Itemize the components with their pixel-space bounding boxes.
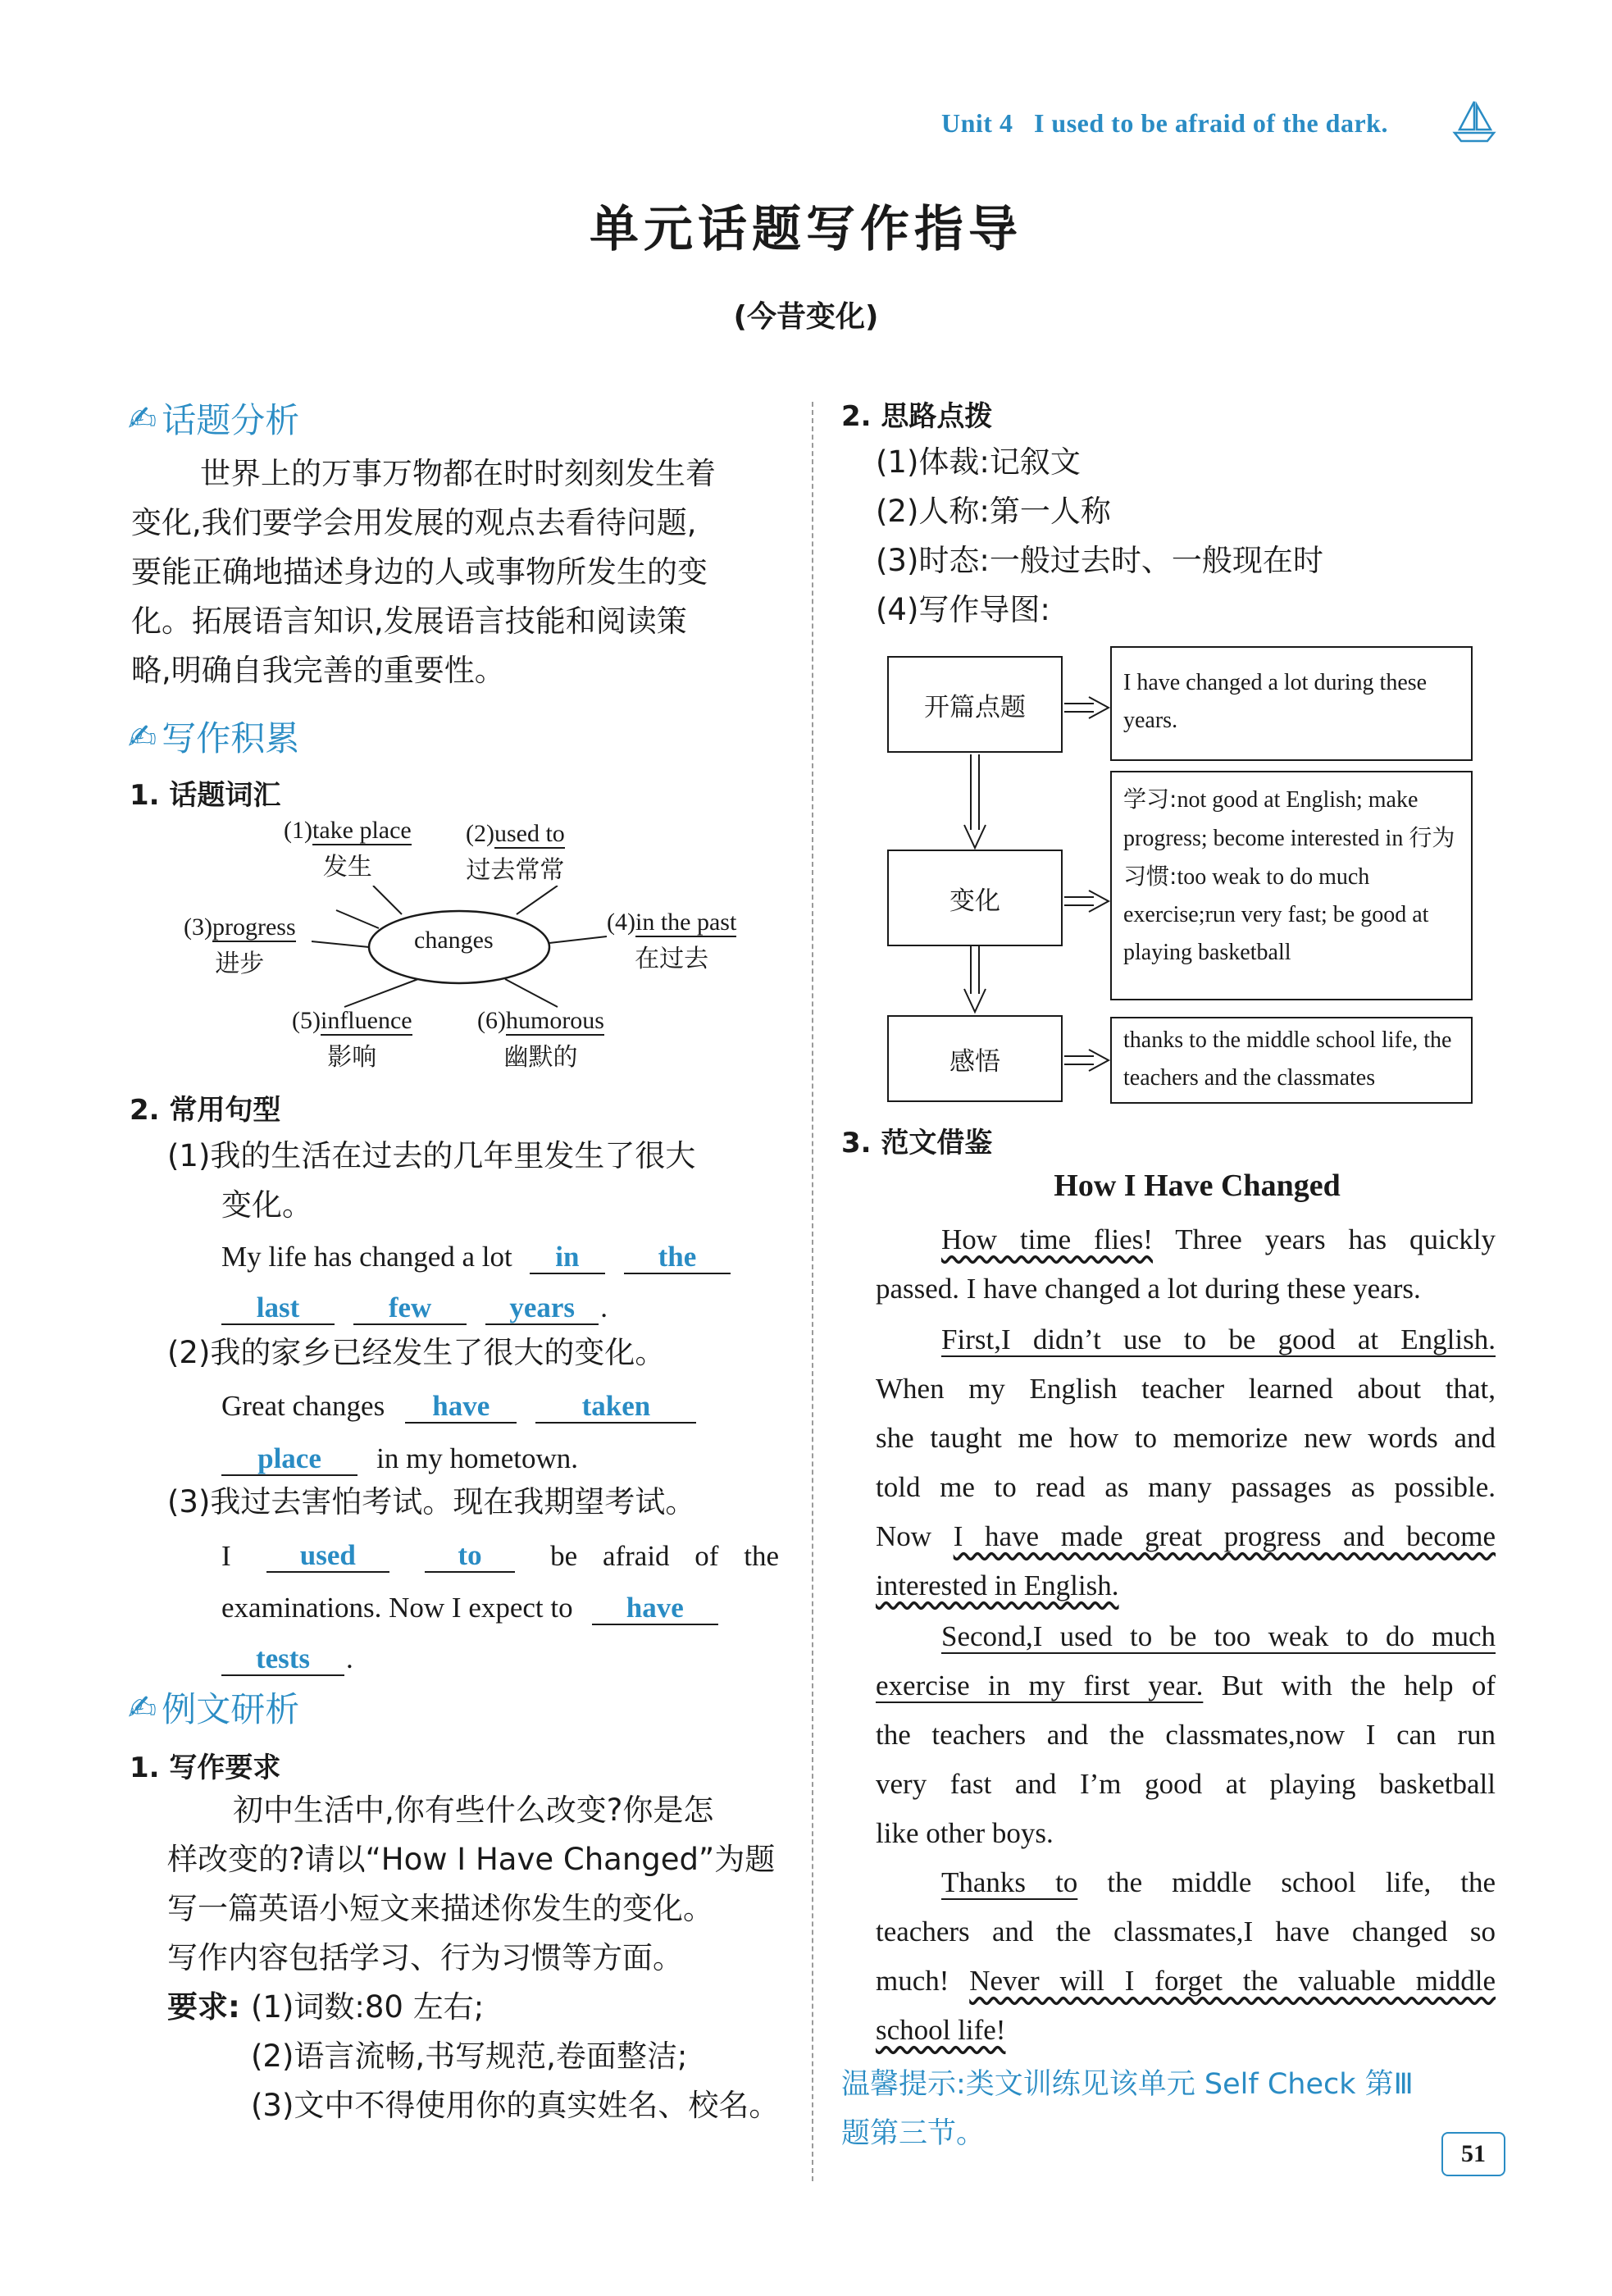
- essay-line: Thanks to the middle school life, the: [941, 1866, 1496, 1898]
- answer-blank: have: [405, 1386, 517, 1424]
- essay-line: she taught me how to memorize new words and: [876, 1422, 1496, 1454]
- sentence-1-en-line2: last few years .: [221, 1287, 608, 1325]
- word-map-center: changes: [414, 927, 494, 954]
- pen-icon: ✍: [128, 1687, 157, 1728]
- essay-line: interested in English.: [876, 1569, 1119, 1601]
- thinking-heading: 2. 思路点拨: [841, 400, 993, 433]
- flow-text-changes: 学习:not good at English; make progress; become interested in 行为习惯:too weak to do much exercise;run very fast; be good at playing basketball: [1110, 771, 1473, 1000]
- answer-blank: last: [221, 1287, 335, 1325]
- paragraph-line: 世界上的万事万物都在时时刻刻发生着: [200, 456, 716, 491]
- word-item-4: (4)in the past 在过去: [607, 909, 737, 973]
- essay-line: teachers and the classmates,I have changed so: [876, 1916, 1496, 1947]
- answer-blank: few: [353, 1287, 467, 1325]
- answer-blank: have: [592, 1588, 718, 1625]
- answer-blank: taken: [535, 1386, 696, 1424]
- section-heading: 话题分析: [162, 400, 300, 440]
- running-header: [941, 108, 1388, 139]
- flow-box-intro: 开篇点题: [887, 656, 1063, 753]
- thinking-item: (4)写作导图:: [876, 592, 1050, 627]
- answer-blank: the: [624, 1237, 731, 1274]
- answer-blank: place: [221, 1438, 357, 1476]
- essay-line: very fast and I’m good at playing basketball: [876, 1768, 1496, 1800]
- sentence-1-en-line1: My life has changed a lot in the: [221, 1237, 745, 1274]
- essay-line: When my English teacher learned about that,: [876, 1373, 1496, 1405]
- topic-analysis-text: [131, 449, 787, 695]
- word-item-1: (1)take place 发生: [284, 817, 412, 882]
- sentence-2-en-line1: Great changes have taken: [221, 1386, 711, 1424]
- tip-line-1: 温馨提示:类文训练见该单元 Self Check 第Ⅲ: [841, 2068, 1414, 2101]
- thinking-item: (3)时态:一般过去时、一般现在时: [876, 543, 1323, 578]
- essay-line: much! Never will I forget the valuable middle: [876, 1965, 1496, 1997]
- page-number: 51: [1441, 2132, 1505, 2176]
- sailboat-icon: [1450, 97, 1499, 146]
- section-example-study: [128, 1683, 299, 1732]
- flow-text-intro: I have changed a lot during these years.: [1110, 646, 1473, 761]
- sentence-3-en-line1: I used to be afraid of the: [221, 1535, 779, 1573]
- essay-line: exercise in my first year. But with the help of: [876, 1670, 1496, 1702]
- section-writing-accumulation: [128, 712, 299, 761]
- thinking-item: (2)人称:第一人称: [876, 494, 1111, 529]
- answer-blank: tests: [221, 1638, 344, 1676]
- section-heading: 例文研析: [162, 1689, 300, 1729]
- column-divider: [812, 402, 813, 2181]
- flow-arrows: [887, 640, 1117, 1115]
- answer-blank: in: [530, 1237, 605, 1274]
- essay-line: Second,I used to be too weak to do much: [941, 1620, 1496, 1652]
- answer-blank: used: [266, 1535, 389, 1573]
- sentence-3-en-line3: tests .: [221, 1638, 353, 1676]
- essay-line: passed. I have changed a lot during these years.: [876, 1273, 1421, 1305]
- section-heading: 写作积累: [162, 718, 300, 758]
- answer-blank: years: [485, 1287, 599, 1325]
- flow-box-changes: 变化: [887, 850, 1063, 946]
- requirements-label: 要求:: [167, 1989, 240, 2025]
- essay-line: school life!: [876, 2014, 1006, 2046]
- flow-text-reflection: thanks to the middle school life, the teachers and the classmates: [1110, 1017, 1473, 1104]
- paragraph-line: 要能正确地描述身边的人或事物所发生的变: [131, 554, 708, 590]
- paragraph-line: 略,明确自我完善的重要性。: [131, 653, 505, 688]
- essay-line: How time flies! Three years has quickly: [941, 1223, 1496, 1255]
- word-item-5: (5)influence 影响: [292, 1007, 412, 1072]
- pen-icon: ✍: [128, 716, 157, 757]
- page-subtitle: (今昔变化): [733, 300, 879, 334]
- requirements-text: 初中生活中,你有些什么改变?你是怎 样改变的?请以“How I Have Changed”为题 写一篇英语小短文来描述你发生的变化。 写作内容包括学习、行为习惯等方面。: [167, 1793, 776, 1975]
- tip-line-2: 题第三节。: [841, 2117, 986, 2150]
- requirements-heading: 1. 写作要求: [130, 1752, 281, 1784]
- essay-line: the teachers and the classmates,now I can run: [876, 1719, 1496, 1751]
- unit-label: Unit 4: [941, 108, 1013, 138]
- section-topic-analysis: [128, 394, 299, 443]
- sentence-2-cn: (2)我的家乡已经发生了很大的变化。: [167, 1335, 666, 1370]
- requirement-item: (2)语言流畅,书写规范,卷面整洁;: [251, 2039, 688, 2074]
- word-item-6: (6)humorous 幽默的: [477, 1007, 604, 1072]
- sentence-2-en-line2: place in my hometown.: [221, 1438, 578, 1476]
- sentence-3-en-line2: examinations. Now I expect to have: [221, 1588, 733, 1625]
- page-title: 单元话题写作指导: [590, 201, 1022, 258]
- sentences-heading: 2. 常用句型: [130, 1094, 281, 1127]
- thinking-item: (1)体裁:记叙文: [876, 444, 1081, 480]
- word-item-3: (3)progress 进步: [184, 913, 296, 978]
- essay-line: like other boys.: [876, 1817, 1054, 1849]
- requirement-item: (1)词数:80 左右;: [251, 1989, 485, 2025]
- model-heading: 3. 范文借鉴: [841, 1127, 993, 1159]
- vocab-heading: 1. 话题词汇: [130, 779, 281, 812]
- unit-title: I used to be afraid of the dark.: [1033, 108, 1388, 138]
- flow-box-reflection: 感悟: [887, 1015, 1063, 1102]
- essay-line: told me to read as many passages as possible.: [876, 1471, 1496, 1503]
- pen-icon: ✍: [128, 398, 157, 439]
- sentence-3-cn: (3)我过去害怕考试。现在我期望考试。: [167, 1484, 696, 1519]
- paragraph-line: 变化,我们要学会用发展的观点去看待问题,: [131, 505, 697, 540]
- sentence-1-cn2: 变化。: [221, 1187, 312, 1223]
- answer-blank: to: [425, 1535, 515, 1573]
- essay-line: Now I have made great progress and become: [876, 1520, 1496, 1552]
- requirement-item: (3)文中不得使用你的真实姓名、校名。: [251, 2088, 780, 2123]
- word-item-2: (2)used to 过去常常: [466, 820, 565, 885]
- paragraph-line: 化。拓展语言知识,发展语言技能和阅读策: [131, 604, 687, 639]
- essay-line: First,I didn’t use to be good at English.: [941, 1323, 1496, 1355]
- sentence-1-cn: (1)我的生活在过去的几年里发生了很大: [167, 1138, 696, 1173]
- essay-title: How I Have Changed: [1054, 1168, 1341, 1203]
